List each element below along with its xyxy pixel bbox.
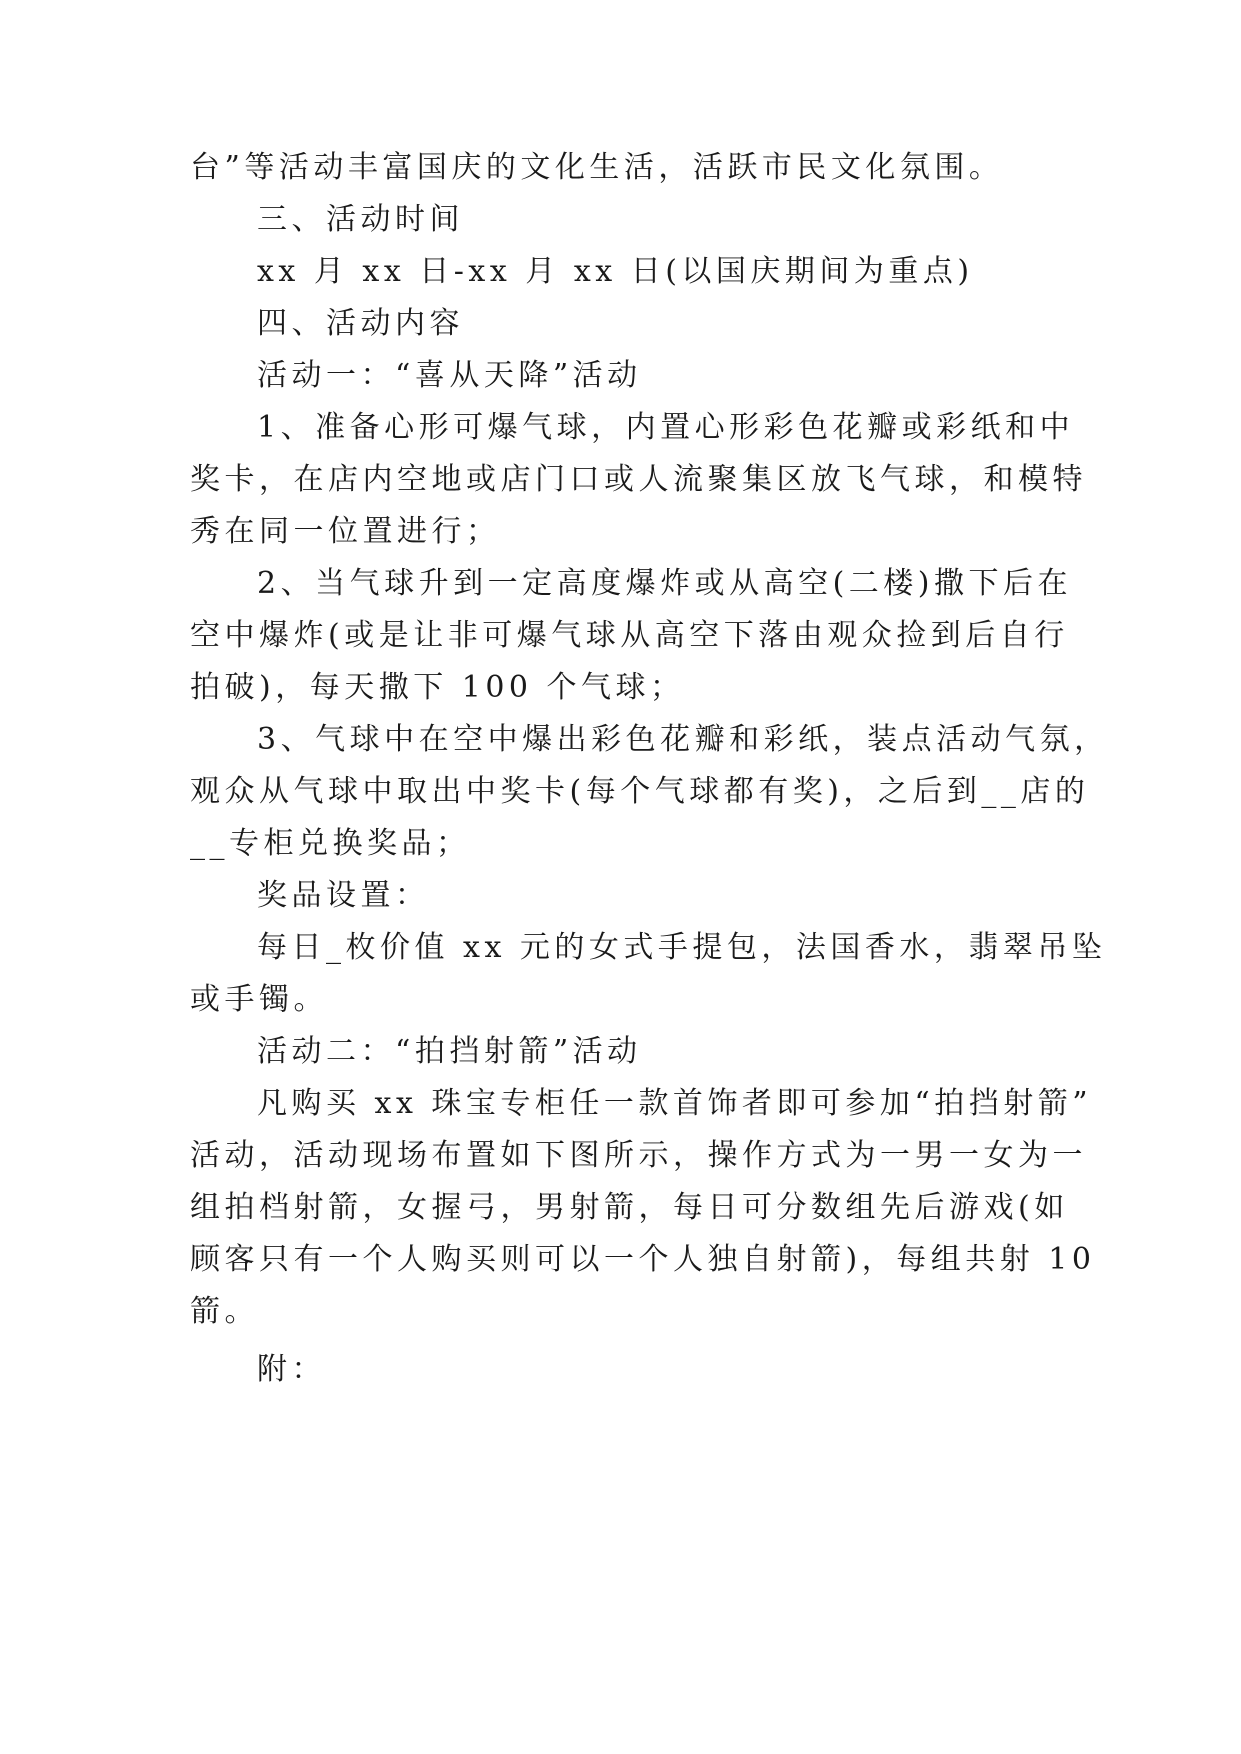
text-line: 台”等活动丰富国庆的文化生活，活跃市民文化氛围。 [190,150,1004,185]
text-line: 3、气球中在空中爆出彩色花瓣和彩纸，装点活动气氛， [257,722,1109,757]
activity-heading: 活动一：“喜从天降”活动 [257,358,642,393]
text-line: 奖卡，在店内空地或店门口或人流聚集区放飞气球，和模特 [190,462,1087,497]
text-line: __专柜兑换奖品； [190,826,471,861]
section-heading: 四、活动内容 [257,306,464,341]
activity-heading: 活动二：“拍挡射箭”活动 [257,1034,642,1069]
text-line: 空中爆炸(或是让非可爆气球从高空下落由观众捡到后自行 [190,618,1069,653]
text-line: 观众从气球中取出中奖卡(每个气球都有奖)，之后到__店的 [190,774,1090,809]
text-line: 或手镯。 [190,982,328,1017]
text-line: 箭。 [190,1294,259,1329]
text-line: 顾客只有一个人购买则可以一个人独自射箭)，每组共射 10 [190,1242,1096,1277]
text-line: 秀在同一位置进行； [190,514,501,549]
text-line: 附： [257,1352,326,1387]
text-line: 凡购买 xx 珠宝专柜任一款首饰者即可参加“拍挡射箭” [257,1086,1093,1121]
text-line: 奖品设置： [257,878,430,913]
text-line: 活动，活动现场布置如下图所示，操作方式为一男一女为一 [190,1138,1087,1173]
text-line: 每日_枚价值 xx 元的女式手提包，法国香水，翡翠吊坠 [257,930,1107,965]
text-line: 拍破)，每天撒下 100 个气球； [190,670,685,705]
text-line: 组拍档射箭，女握弓，男射箭，每日可分数组先后游戏(如 [190,1190,1069,1225]
text-line: xx 月 xx 日-xx 月 xx 日(以国庆期间为重点) [257,254,974,289]
text-line: 1、准备心形可爆气球，内置心形彩色花瓣或彩纸和中 [257,410,1075,445]
text-line: 2、当气球升到一定高度爆炸或从高空(二楼)撒下后在 [257,566,1072,601]
section-heading: 三、活动时间 [257,202,464,237]
